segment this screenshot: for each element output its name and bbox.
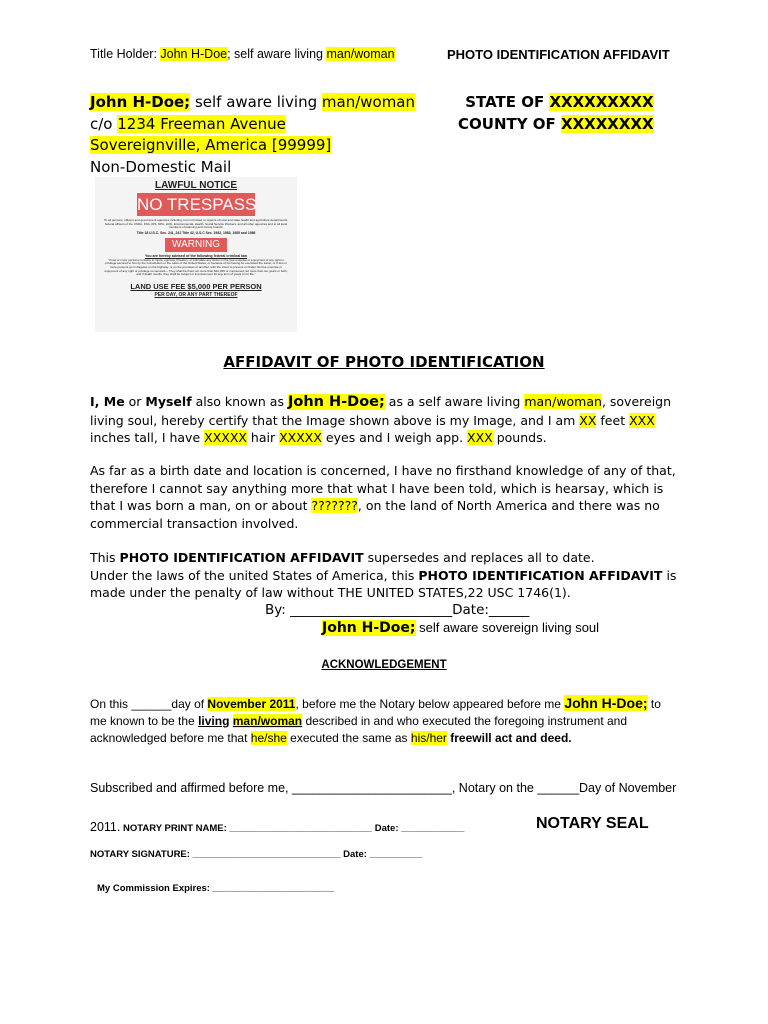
sender-address-block <box>90 92 415 178</box>
notary-print-line <box>90 820 465 834</box>
commission-expires-line: My Commission Expires: _______________________ <box>97 883 335 894</box>
signature-line: By: ________________________Date:______ <box>265 602 530 618</box>
weight: XXX <box>467 430 493 446</box>
p1-hair-label: hair <box>246 430 280 446</box>
state-value: XXXXXXXXX <box>549 93 654 111</box>
p1-text-1: , sovereign living soul, hereby certify that the Image shown above is my Image, and I am <box>90 394 672 428</box>
sender-name: John H-Doe; <box>90 93 191 111</box>
p1-i-me: I, Me <box>90 394 125 409</box>
document-type-heading: PHOTO IDENTIFICATION AFFIDAVIT <box>447 47 670 62</box>
p3-penalty: is made under the penalty of law without THE UNITED STATES,22 USC 1746(1). <box>90 567 677 601</box>
hair-color: XXXXX <box>204 430 247 446</box>
ack-his-her: his/her <box>410 731 447 745</box>
title-holder-name: John H-Doe <box>160 47 228 61</box>
signer-name-line <box>322 620 599 636</box>
p1-text-4: pounds. <box>492 430 547 446</box>
ack-text-4: described in and who executed the foregoing instrument and acknowledged before me that <box>90 714 628 745</box>
p1-aka: also known as <box>191 394 288 409</box>
affidavit-title: AFFIDAVIT OF PHOTO IDENTIFICATION <box>223 353 545 371</box>
county-value: XXXXXXXX <box>561 114 654 133</box>
ack-name: John H-Doe; <box>564 695 648 711</box>
p1-or: or <box>124 394 146 409</box>
affidavit-paragraph-birth <box>90 462 690 532</box>
state-label: STATE OF <box>465 93 550 111</box>
p1-myself: Myself <box>145 394 192 409</box>
birth-date: ??????? <box>311 498 358 514</box>
notice-advised: You are hereby advised of the following federal criminal law <box>145 253 247 258</box>
p1-text-2: inches tall, I have <box>90 430 205 446</box>
signer-name: John H-Doe; <box>322 620 416 636</box>
affidavit-paragraph-identity <box>90 393 690 447</box>
land-use-fee-sub: PER DAY, OR ANY PART THEREOF <box>154 291 238 298</box>
jurisdiction-block <box>458 92 654 135</box>
title-holder-gender: man/woman <box>326 47 395 61</box>
title-holder-desc: ; self aware living <box>227 47 327 61</box>
p3-this: This <box>90 550 120 565</box>
ack-text-1: On this ______day of <box>90 697 208 711</box>
notary-print-name: NOTARY PRINT NAME: ___________________________ Date: ____________ <box>120 823 465 834</box>
p1-living: as a self aware living <box>384 394 525 409</box>
subscribed-line: Subscribed and affirmed before me, _______________________, Notary on the ______Day of November <box>90 781 677 795</box>
sender-city: Sovereignville, America [99999] <box>90 136 332 154</box>
ack-text-3: to me known to be the <box>90 697 661 728</box>
land-use-fee: LAND USE FEE $5,000 PER PERSON <box>130 281 262 291</box>
sender-street: 1234 Freeman Avenue <box>117 114 286 133</box>
notary-signature-line: NOTARY SIGNATURE: ____________________________ Date: __________ <box>90 849 423 860</box>
p1-gender: man/woman <box>524 394 602 409</box>
title-holder-label: Title Holder: <box>90 47 161 61</box>
no-trespass-notice-image <box>95 177 297 332</box>
notice-statutes: Title 18 U.S.C. Sec. 241, 242 Title 42, U.S.C Sec. 1982, 1983, 1985 and 1986 <box>136 230 256 235</box>
p2-text-1: As far as a birth date and location is concerned, I have no firsthand knowledge of any of that, therefore I cannot say anything more that what I have been told, which is hearsay, which is that I was born a man, on or about <box>90 463 676 514</box>
no-trespass-banner: NO TRESPASS <box>137 195 257 214</box>
notary-year: 2011. <box>90 820 121 834</box>
notice-body: "If two or more persons conspire to injure, oppress, threaten, or intimidate any citizen in the free exercise or enjoyment of any right or privilege secured to him by the Constitution or the Laws of the United States, or because of his having so exercised the same; or If two or more persons go in disguise on the highway, or on the premises of another, with the intent to prevent or hinder his free exercise or enjoyment of any right or privilege so secured— They shall be fined not more than $10,000 or imprisoned not more than ten years or both; and if death results, they shall be subject or imprisonment for any term of years or for life." <box>104 257 288 277</box>
p1-name: John H-Doe; <box>287 394 385 410</box>
acknowledgement-title: ACKNOWLEDGEMENT <box>321 659 447 671</box>
height-inches: XXX <box>629 412 655 428</box>
eye-color: XXXXX <box>279 430 322 446</box>
care-of-label: c/o <box>90 114 118 133</box>
p3-under: Under the laws of the united States of America, this <box>90 567 419 583</box>
acknowledgement-paragraph <box>90 695 670 747</box>
p3-affidavit-name-1: PHOTO IDENTIFICATION AFFIDAVIT <box>119 550 364 565</box>
p3-supersedes: supersedes and replaces all to date. <box>363 550 595 565</box>
county-label: COUNTY OF <box>458 114 562 133</box>
ack-gender: man/woman <box>232 714 303 728</box>
signer-desc: self aware sovereign living soul <box>415 620 600 635</box>
ack-month: November 2011 <box>207 697 296 711</box>
p1-text-3: eyes and I weigh app. <box>321 430 468 446</box>
p2-text-2: , on the land of North America and there was no commercial transaction involved. <box>90 498 660 531</box>
sender-gender: man/woman <box>321 93 416 111</box>
notice-header: LAWFUL NOTICE <box>154 180 238 191</box>
p1-feet-label: feet <box>596 412 630 428</box>
mail-type: Non-Domestic Mail <box>90 157 232 176</box>
ack-living: living <box>198 714 230 728</box>
sender-desc: self aware living <box>190 93 322 111</box>
affidavit-paragraph-supersedes <box>90 549 690 602</box>
warning-banner: WARNING <box>165 238 227 252</box>
ack-text-5: executed the same as <box>286 731 411 745</box>
p3-affidavit-name-2: PHOTO IDENTIFICATION AFFIDAVIT <box>418 567 663 583</box>
title-holder-line <box>90 47 395 61</box>
height-feet: XX <box>579 412 597 428</box>
ack-deed: freewill act and deed. <box>450 731 572 745</box>
ack-text-2: , before me the Notary below appeared before me <box>295 697 565 711</box>
ack-he-she: he/she <box>250 731 287 745</box>
notary-seal-label: NOTARY SEAL <box>536 815 649 832</box>
notice-intro: To all persons, officers and government agencies including, but not limited to: Agents of local and state health and agriculture departments, federal officers of the USDA, FDA, IRS, NPA, HUD, Environmental, Health, Social Service Workers, and all other agencies and to all local members of planning and zoning boards: <box>104 218 288 230</box>
